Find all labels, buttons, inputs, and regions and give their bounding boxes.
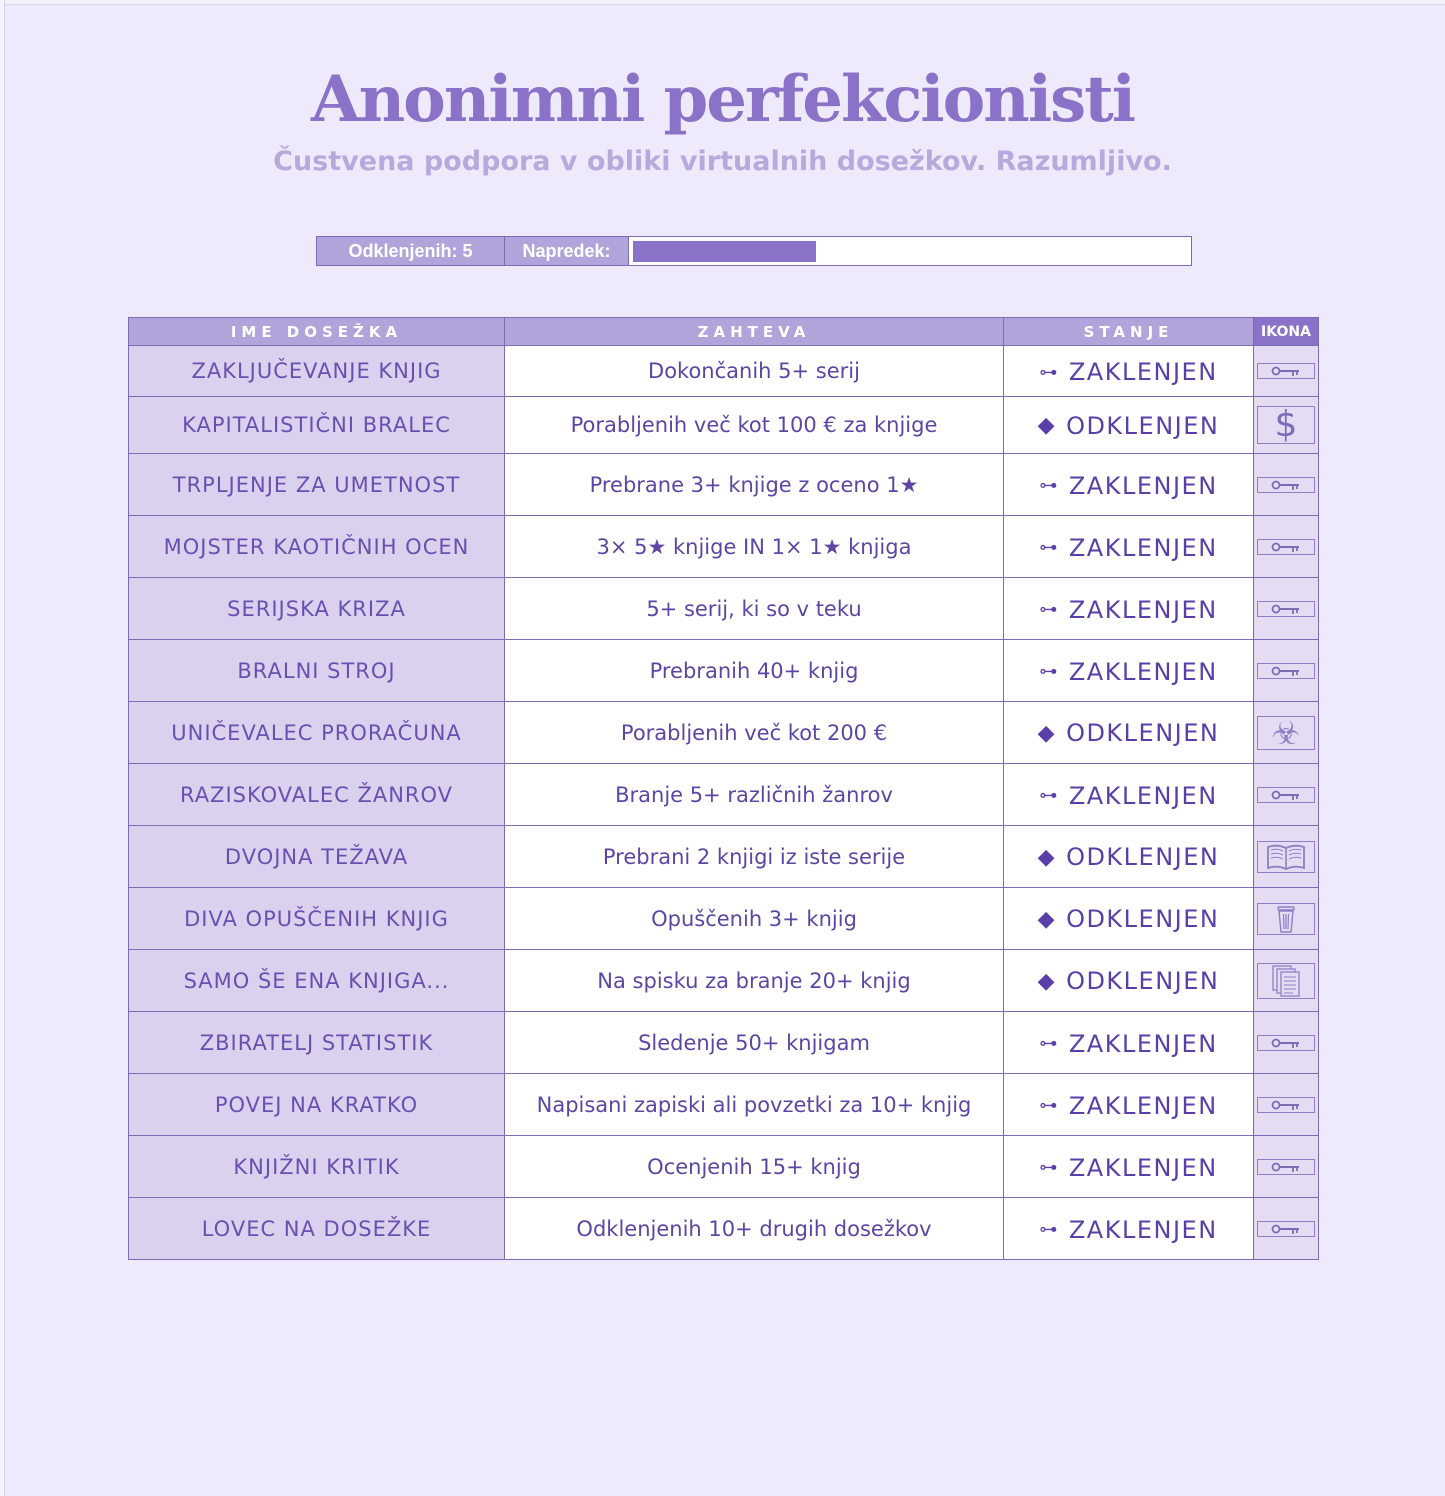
table-row[interactable]	[129, 1136, 1319, 1198]
achievement-icon-cell[interactable]	[1254, 516, 1319, 578]
state-label: ODKLENJEN	[1066, 905, 1220, 934]
key-icon: ⊶	[1039, 599, 1059, 621]
table-row[interactable]	[129, 516, 1319, 578]
achievement-state[interactable]	[1004, 578, 1254, 640]
key-icon: ⊶	[1039, 1219, 1059, 1241]
achievement-requirement[interactable]: Porabljenih več kot 200 €	[505, 702, 1004, 764]
achievement-icon-cell[interactable]	[1254, 1198, 1319, 1260]
unlocked-diamond-icon: ◆	[1037, 906, 1057, 932]
achievement-state[interactable]	[1004, 950, 1254, 1012]
progress-label: Napredek:	[505, 237, 629, 265]
key-icon: ⊶	[1039, 475, 1059, 497]
biohazard-icon: ☣	[1257, 716, 1315, 750]
unlocked-diamond-icon: ◆	[1037, 720, 1057, 746]
achievement-state[interactable]	[1004, 1074, 1254, 1136]
achievement-name[interactable]: SAMO ŠE ENA KNJIGA...	[129, 950, 505, 1012]
table-header-row	[129, 318, 1319, 346]
achievement-name[interactable]: ZAKLJUČEVANJE KNJIG	[129, 346, 505, 397]
key-icon: ⊶	[1039, 1157, 1059, 1179]
book-icon	[1257, 841, 1315, 873]
page-title: Anonimni perfekcionisti	[310, 62, 1135, 137]
table-row[interactable]	[129, 764, 1319, 826]
table-row[interactable]	[129, 1012, 1319, 1074]
achievement-requirement[interactable]: Prebrani 2 knjigi iz iste serije	[505, 826, 1004, 888]
progress-bar-fill	[633, 241, 816, 262]
column-header-name[interactable]: IME DOSEŽKA	[129, 318, 505, 346]
achievement-state[interactable]	[1004, 454, 1254, 516]
key-icon	[1257, 477, 1315, 493]
table-row[interactable]	[129, 640, 1319, 702]
table-row[interactable]	[129, 888, 1319, 950]
achievement-requirement[interactable]: Odklenjenih 10+ drugih dosežkov	[505, 1198, 1004, 1260]
achievement-requirement[interactable]: Opuščenih 3+ knjig	[505, 888, 1004, 950]
key-icon: ⊶	[1039, 361, 1059, 383]
key-icon	[1257, 787, 1315, 803]
achievement-state[interactable]	[1004, 1136, 1254, 1198]
achievement-requirement[interactable]: Ocenjenih 15+ knjig	[505, 1136, 1004, 1198]
state-label: ODKLENJEN	[1066, 967, 1220, 996]
achievement-state[interactable]	[1004, 1012, 1254, 1074]
key-icon	[1257, 663, 1315, 679]
state-label: ZAKLENJEN	[1068, 781, 1218, 810]
key-icon	[1257, 1159, 1315, 1175]
key-icon	[1257, 1035, 1315, 1051]
state-label: ZAKLENJEN	[1068, 1029, 1218, 1058]
state-label: ZAKLENJEN	[1068, 1091, 1218, 1120]
dollar-icon: $	[1257, 406, 1315, 444]
achievement-icon-cell[interactable]	[1254, 578, 1319, 640]
achievement-icon-cell[interactable]	[1254, 454, 1319, 516]
achievement-state[interactable]	[1004, 346, 1254, 397]
achievement-name[interactable]: SERIJSKA KRIZA	[129, 578, 505, 640]
key-icon: ⊶	[1039, 785, 1059, 807]
achievement-state[interactable]	[1004, 702, 1254, 764]
table-row[interactable]	[129, 454, 1319, 516]
achievement-icon-cell[interactable]	[1254, 1012, 1319, 1074]
page-subtitle: Čustvena podpora v obliki virtualnih dosežkov. Razumljivo.	[273, 146, 1172, 177]
progress-bar	[629, 237, 1191, 265]
state-label: ZAKLENJEN	[1068, 1153, 1218, 1182]
achievement-icon-cell[interactable]	[1254, 640, 1319, 702]
achievement-requirement[interactable]: Porabljenih več kot 100 € za knjige	[505, 397, 1004, 454]
state-label: ZAKLENJEN	[1068, 657, 1218, 686]
sheet-column-header-strip	[0, 0, 1445, 5]
table-row[interactable]	[129, 1198, 1319, 1260]
achievement-state[interactable]	[1004, 397, 1254, 454]
key-icon: ⊶	[1039, 1033, 1059, 1055]
achievement-icon-cell[interactable]	[1254, 1136, 1319, 1198]
achievement-requirement[interactable]: Prebranih 40+ knjig	[505, 640, 1004, 702]
key-icon	[1257, 363, 1315, 379]
state-label: ODKLENJEN	[1066, 411, 1220, 440]
achievement-name[interactable]: DIVA OPUŠČENIH KNJIG	[129, 888, 505, 950]
achievement-name[interactable]: ZBIRATELJ STATISTIK	[129, 1012, 505, 1074]
key-icon	[1257, 1221, 1315, 1237]
column-header-requirement[interactable]: ZAHTEVA	[505, 318, 1004, 346]
state-label: ODKLENJEN	[1066, 843, 1220, 872]
achievement-icon-cell[interactable]	[1254, 1074, 1319, 1136]
achievement-icon-cell[interactable]	[1254, 346, 1319, 397]
table-row[interactable]	[129, 346, 1319, 397]
achievement-icon-cell[interactable]	[1254, 397, 1319, 454]
achievement-requirement[interactable]: Na spisku za branje 20+ knjig	[505, 950, 1004, 1012]
key-icon	[1257, 1097, 1315, 1113]
key-icon: ⊶	[1039, 537, 1059, 559]
state-label: ODKLENJEN	[1066, 719, 1220, 748]
achievement-requirement[interactable]: Branje 5+ različnih žanrov	[505, 764, 1004, 826]
unlocked-diamond-icon: ◆	[1037, 413, 1057, 439]
unlocked-diamond-icon: ◆	[1037, 968, 1057, 994]
achievement-name[interactable]: UNIČEVALEC PRORAČUNA	[129, 702, 505, 764]
table-row[interactable]	[129, 702, 1319, 764]
achievement-icon-cell[interactable]	[1254, 702, 1319, 764]
key-icon	[1257, 601, 1315, 617]
achievement-name[interactable]: MOJSTER KAOTIČNIH OCEN	[129, 516, 505, 578]
state-label: ZAKLENJEN	[1068, 1215, 1218, 1244]
achievement-name[interactable]: BRALNI STROJ	[129, 640, 505, 702]
state-label: ZAKLENJEN	[1068, 595, 1218, 624]
state-label: ZAKLENJEN	[1068, 358, 1218, 387]
achievement-requirement[interactable]: Prebrane 3+ knjige z oceno 1★	[505, 454, 1004, 516]
achievement-requirement[interactable]: Dokončanih 5+ serij	[505, 346, 1004, 397]
achievement-icon-cell[interactable]	[1254, 764, 1319, 826]
sheet-row-header-strip	[0, 0, 5, 1496]
achievement-name[interactable]: TRPLJENJE ZA UMETNOST	[129, 454, 505, 516]
key-icon: ⊶	[1039, 1095, 1059, 1117]
table-row[interactable]	[129, 826, 1319, 888]
achievement-state[interactable]	[1004, 1198, 1254, 1260]
achievement-state[interactable]	[1004, 640, 1254, 702]
key-icon	[1257, 539, 1315, 555]
column-header-state[interactable]: STANJE	[1004, 318, 1254, 346]
achievement-requirement[interactable]: Sledenje 50+ knjigam	[505, 1012, 1004, 1074]
achievement-requirement[interactable]: Napisani zapiski ali povzetki za 10+ knjig	[505, 1074, 1004, 1136]
state-label: ZAKLENJEN	[1068, 471, 1218, 500]
achievement-state[interactable]	[1004, 826, 1254, 888]
trash-icon	[1257, 903, 1315, 935]
achievement-icon-cell[interactable]	[1254, 950, 1319, 1012]
state-label: ZAKLENJEN	[1068, 533, 1218, 562]
achievement-icon-cell[interactable]	[1254, 826, 1319, 888]
column-header-icon[interactable]: IKONA	[1254, 318, 1319, 346]
unlocked-diamond-icon: ◆	[1037, 844, 1057, 870]
achievement-requirement[interactable]: 3× 5★ knjige IN 1× 1★ knjiga	[505, 516, 1004, 578]
table-row[interactable]	[129, 397, 1319, 454]
achievement-name[interactable]: POVEJ NA KRATKO	[129, 1074, 505, 1136]
achievement-name[interactable]: LOVEC NA DOSEŽKE	[129, 1198, 505, 1260]
table-row[interactable]	[129, 950, 1319, 1012]
achievement-name[interactable]: KAPITALISTIČNI BRALEC	[129, 397, 505, 454]
achievement-requirement[interactable]: 5+ serij, ki so v teku	[505, 578, 1004, 640]
achievement-state[interactable]	[1004, 888, 1254, 950]
achievement-state[interactable]	[1004, 516, 1254, 578]
progress-summary	[316, 236, 1192, 266]
achievement-state[interactable]	[1004, 764, 1254, 826]
achievements-table	[128, 317, 1319, 1260]
key-icon: ⊶	[1039, 661, 1059, 683]
table-row[interactable]	[129, 578, 1319, 640]
achievement-name[interactable]: RAZISKOVALEC ŽANROV	[129, 764, 505, 826]
achievement-icon-cell[interactable]	[1254, 888, 1319, 950]
achievement-name[interactable]: DVOJNA TEŽAVA	[129, 826, 505, 888]
documents-icon	[1257, 963, 1315, 999]
table-row[interactable]	[129, 1074, 1319, 1136]
unlocked-count: Odklenjenih: 5	[317, 237, 505, 265]
achievement-name[interactable]: KNJIŽNI KRITIK	[129, 1136, 505, 1198]
